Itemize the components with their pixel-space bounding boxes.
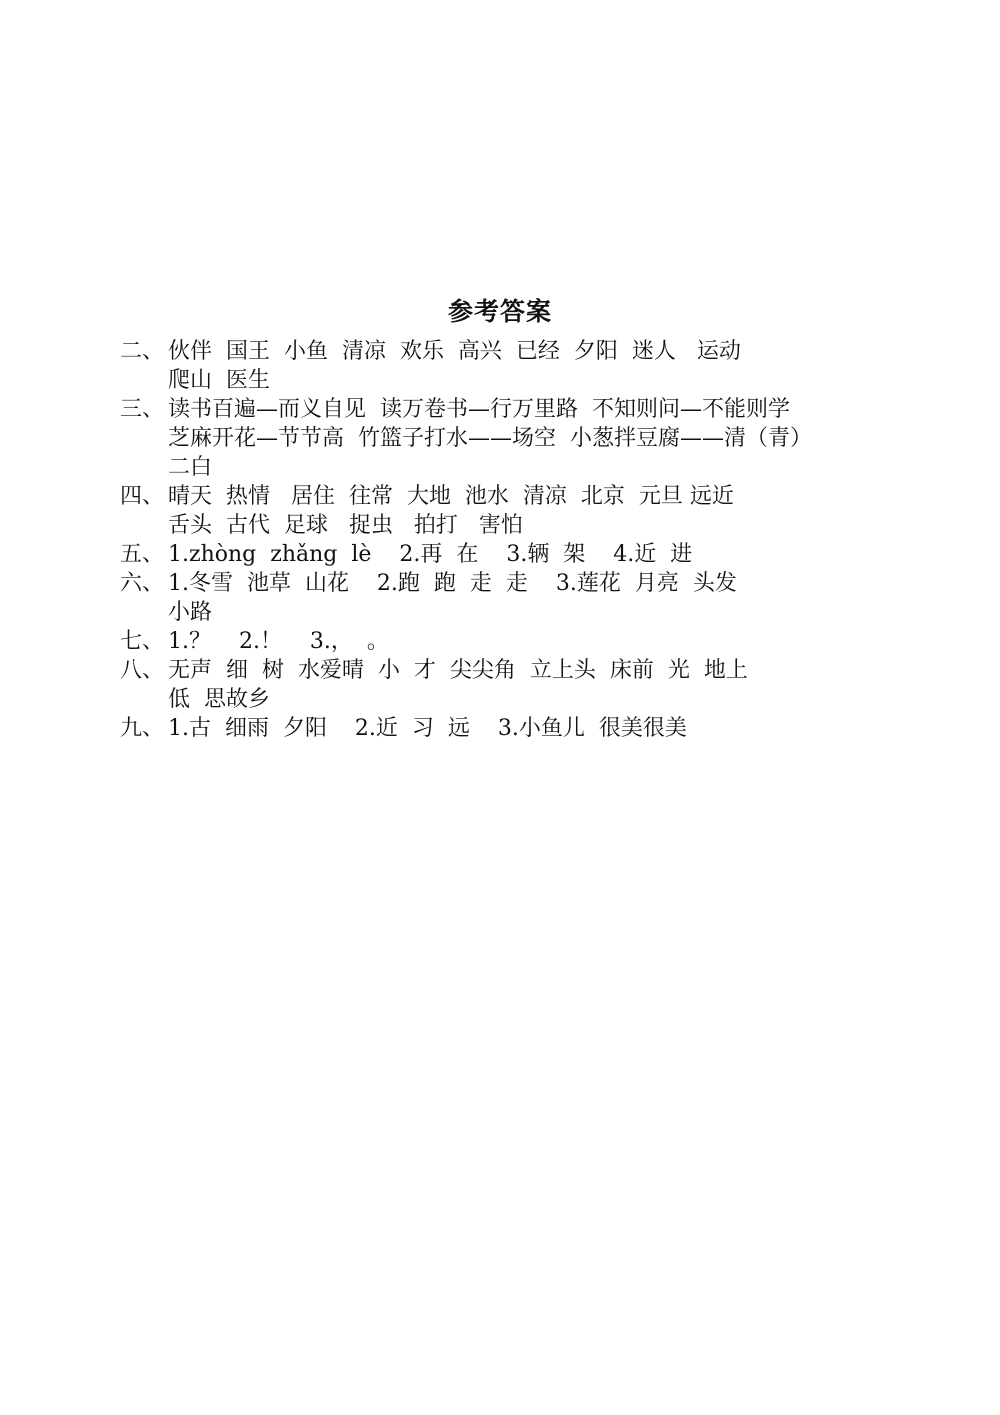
answer-item-7 — [120, 627, 890, 656]
answer-line: 1.？ 2.！ 3.， 。 — [168, 629, 389, 654]
answer-line: 芝麻开花—节节高 竹篮子打水——场空 小葱拌豆腐——清（青） — [168, 426, 812, 451]
answer-text — [168, 656, 890, 714]
answer-line: 1.冬雪 池草 山花 2.跑 跑 走 走 3.莲花 月亮 头发 — [168, 571, 737, 596]
answer-list — [120, 337, 890, 743]
answer-line: 伙伴 国王 小鱼 清凉 欢乐 高兴 已经 夕阳 迷人 运动 — [168, 339, 741, 364]
answer-item-5 — [120, 540, 890, 569]
answer-text — [168, 482, 890, 540]
answer-item-4 — [120, 482, 890, 540]
answer-item-6 — [120, 569, 890, 627]
answer-item-2 — [120, 337, 890, 395]
answer-line: 低 思故乡 — [168, 687, 270, 712]
item-number: 三、 — [120, 397, 165, 422]
page-title: 参考答案 — [447, 297, 552, 326]
answer-text — [168, 337, 890, 395]
item-number: 二、 — [120, 339, 165, 364]
answer-line: 晴天 热情 居住 往常 大地 池水 清凉 北京 元旦 远近 — [168, 484, 734, 509]
answer-line: 舌头 古代 足球 捉虫 拍打 害怕 — [168, 513, 523, 538]
answer-item-8 — [120, 656, 890, 714]
answer-item-3 — [120, 395, 890, 482]
answer-line: 1.古 细雨 夕阳 2.近 习 远 3.小鱼儿 很美很美 — [168, 716, 687, 741]
item-number: 八、 — [120, 658, 165, 683]
item-number: 九、 — [120, 716, 165, 741]
answer-text — [168, 714, 890, 743]
answer-item-9 — [120, 714, 890, 743]
item-number: 四、 — [120, 484, 165, 509]
item-number: 五、 — [120, 542, 165, 567]
answer-text — [168, 395, 890, 482]
answer-line: 二白 — [168, 455, 213, 480]
answer-text — [168, 627, 890, 656]
item-number: 六、 — [120, 571, 165, 596]
answer-text — [168, 540, 890, 569]
answer-line: 小路 — [168, 600, 213, 625]
answer-line: 无声 细 树 水爱晴 小 才 尖尖角 立上头 床前 光 地上 — [168, 658, 748, 683]
item-number: 七、 — [120, 629, 165, 654]
answer-line: 爬山 医生 — [168, 368, 270, 393]
answer-text — [168, 569, 890, 627]
answer-line: 1.zhòng zhǎng lè 2.再 在 3.辆 架 4.近 进 — [168, 542, 693, 567]
answer-line: 读书百遍—而义自见 读万卷书—行万里路 不知则问—不能则学 — [168, 397, 790, 422]
